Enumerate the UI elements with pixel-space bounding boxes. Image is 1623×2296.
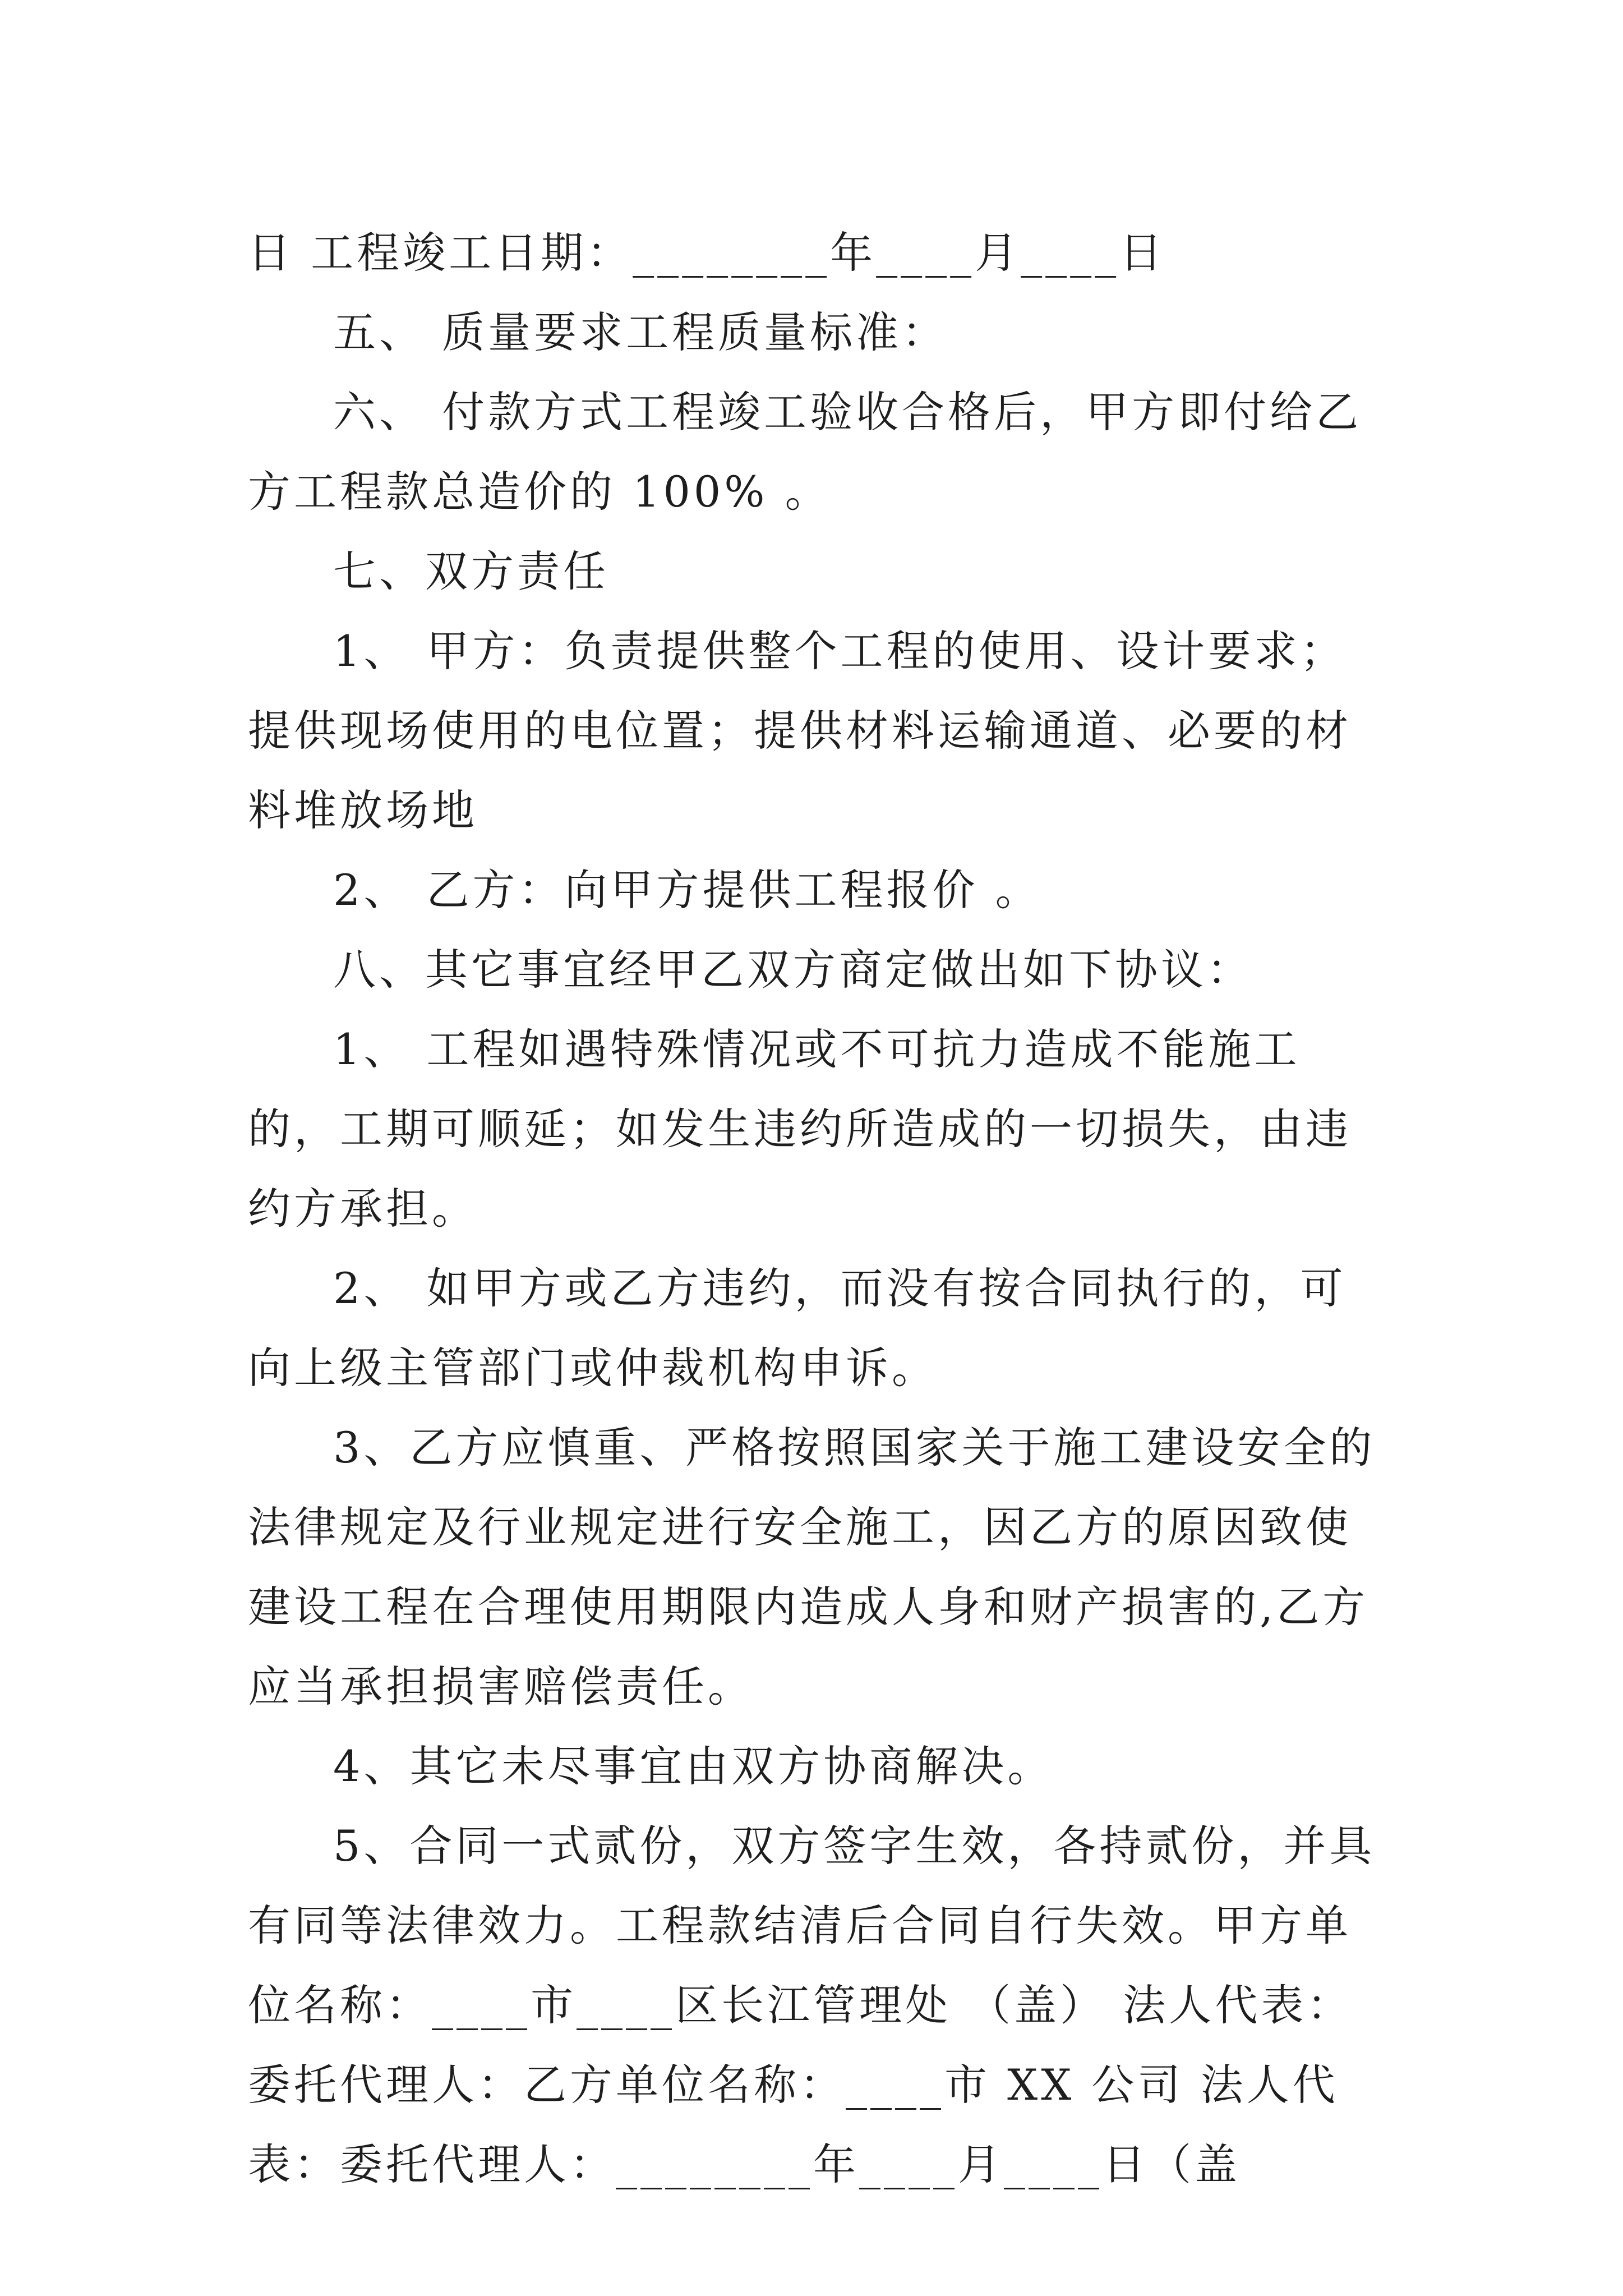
paragraph-completion-date: 日 工程竣工日期：________年____月____日 bbox=[248, 228, 1166, 278]
section-heading-responsibilities: 七、双方责任 bbox=[333, 546, 609, 596]
document-body bbox=[248, 213, 1392, 2205]
paragraph-unresolved-matters: 4、其它未尽事宜由双方协商解决。 bbox=[333, 1741, 1054, 1791]
paragraph-copies-and-signatures: 5、合同一式贰份，双方签字生效，各持贰份，并具有同等法律效力。工程款结清后合同自行失效。甲方单位名称：____市____区长江管理处 （盖） 法人代表： 委托代理人：乙方单位名称：____市 XX 公司 法人代表：委托代理人：________年____月____日（盖 bbox=[248, 1821, 1376, 2189]
paragraph-party-b-duties: 2、 乙方：向甲方提供工程报价 。 bbox=[333, 865, 1041, 915]
paragraph-safety-liability: 3、乙方应慎重、严格按照国家关于施工建设安全的法律规定及行业规定进行安全施工，因乙方的原因致使建设工程在合理使用期限内造成人身和财产损害的,乙方应当承担损害赔偿责任。 bbox=[248, 1423, 1376, 1711]
paragraph-breach-appeal: 2、 如甲方或乙方违约，而没有按合同执行的，可向上级主管部门或仲裁机构申诉。 bbox=[248, 1263, 1347, 1393]
paragraph-quality-requirement: 五、 质量要求工程质量标准： bbox=[333, 307, 948, 357]
section-heading-other-matters: 八、其它事宜经甲乙双方商定做出如下协议： bbox=[333, 945, 1253, 995]
paragraph-payment-method: 六、 付款方式工程竣工验收合格后，甲方即付给乙方工程款总造价的 100% 。 bbox=[248, 387, 1362, 517]
paragraph-party-a-duties: 1、 甲方：负责提供整个工程的使用、设计要求；提供现场使用的电位置；提供材料运输通道、必要的材料堆放场地 bbox=[248, 626, 1352, 835]
paragraph-force-majeure: 1、 工程如遇特殊情况或不可抗力造成不能施工的，工期可顺延；如发生违约所造成的一切损失，由违约方承担。 bbox=[248, 1024, 1352, 1234]
